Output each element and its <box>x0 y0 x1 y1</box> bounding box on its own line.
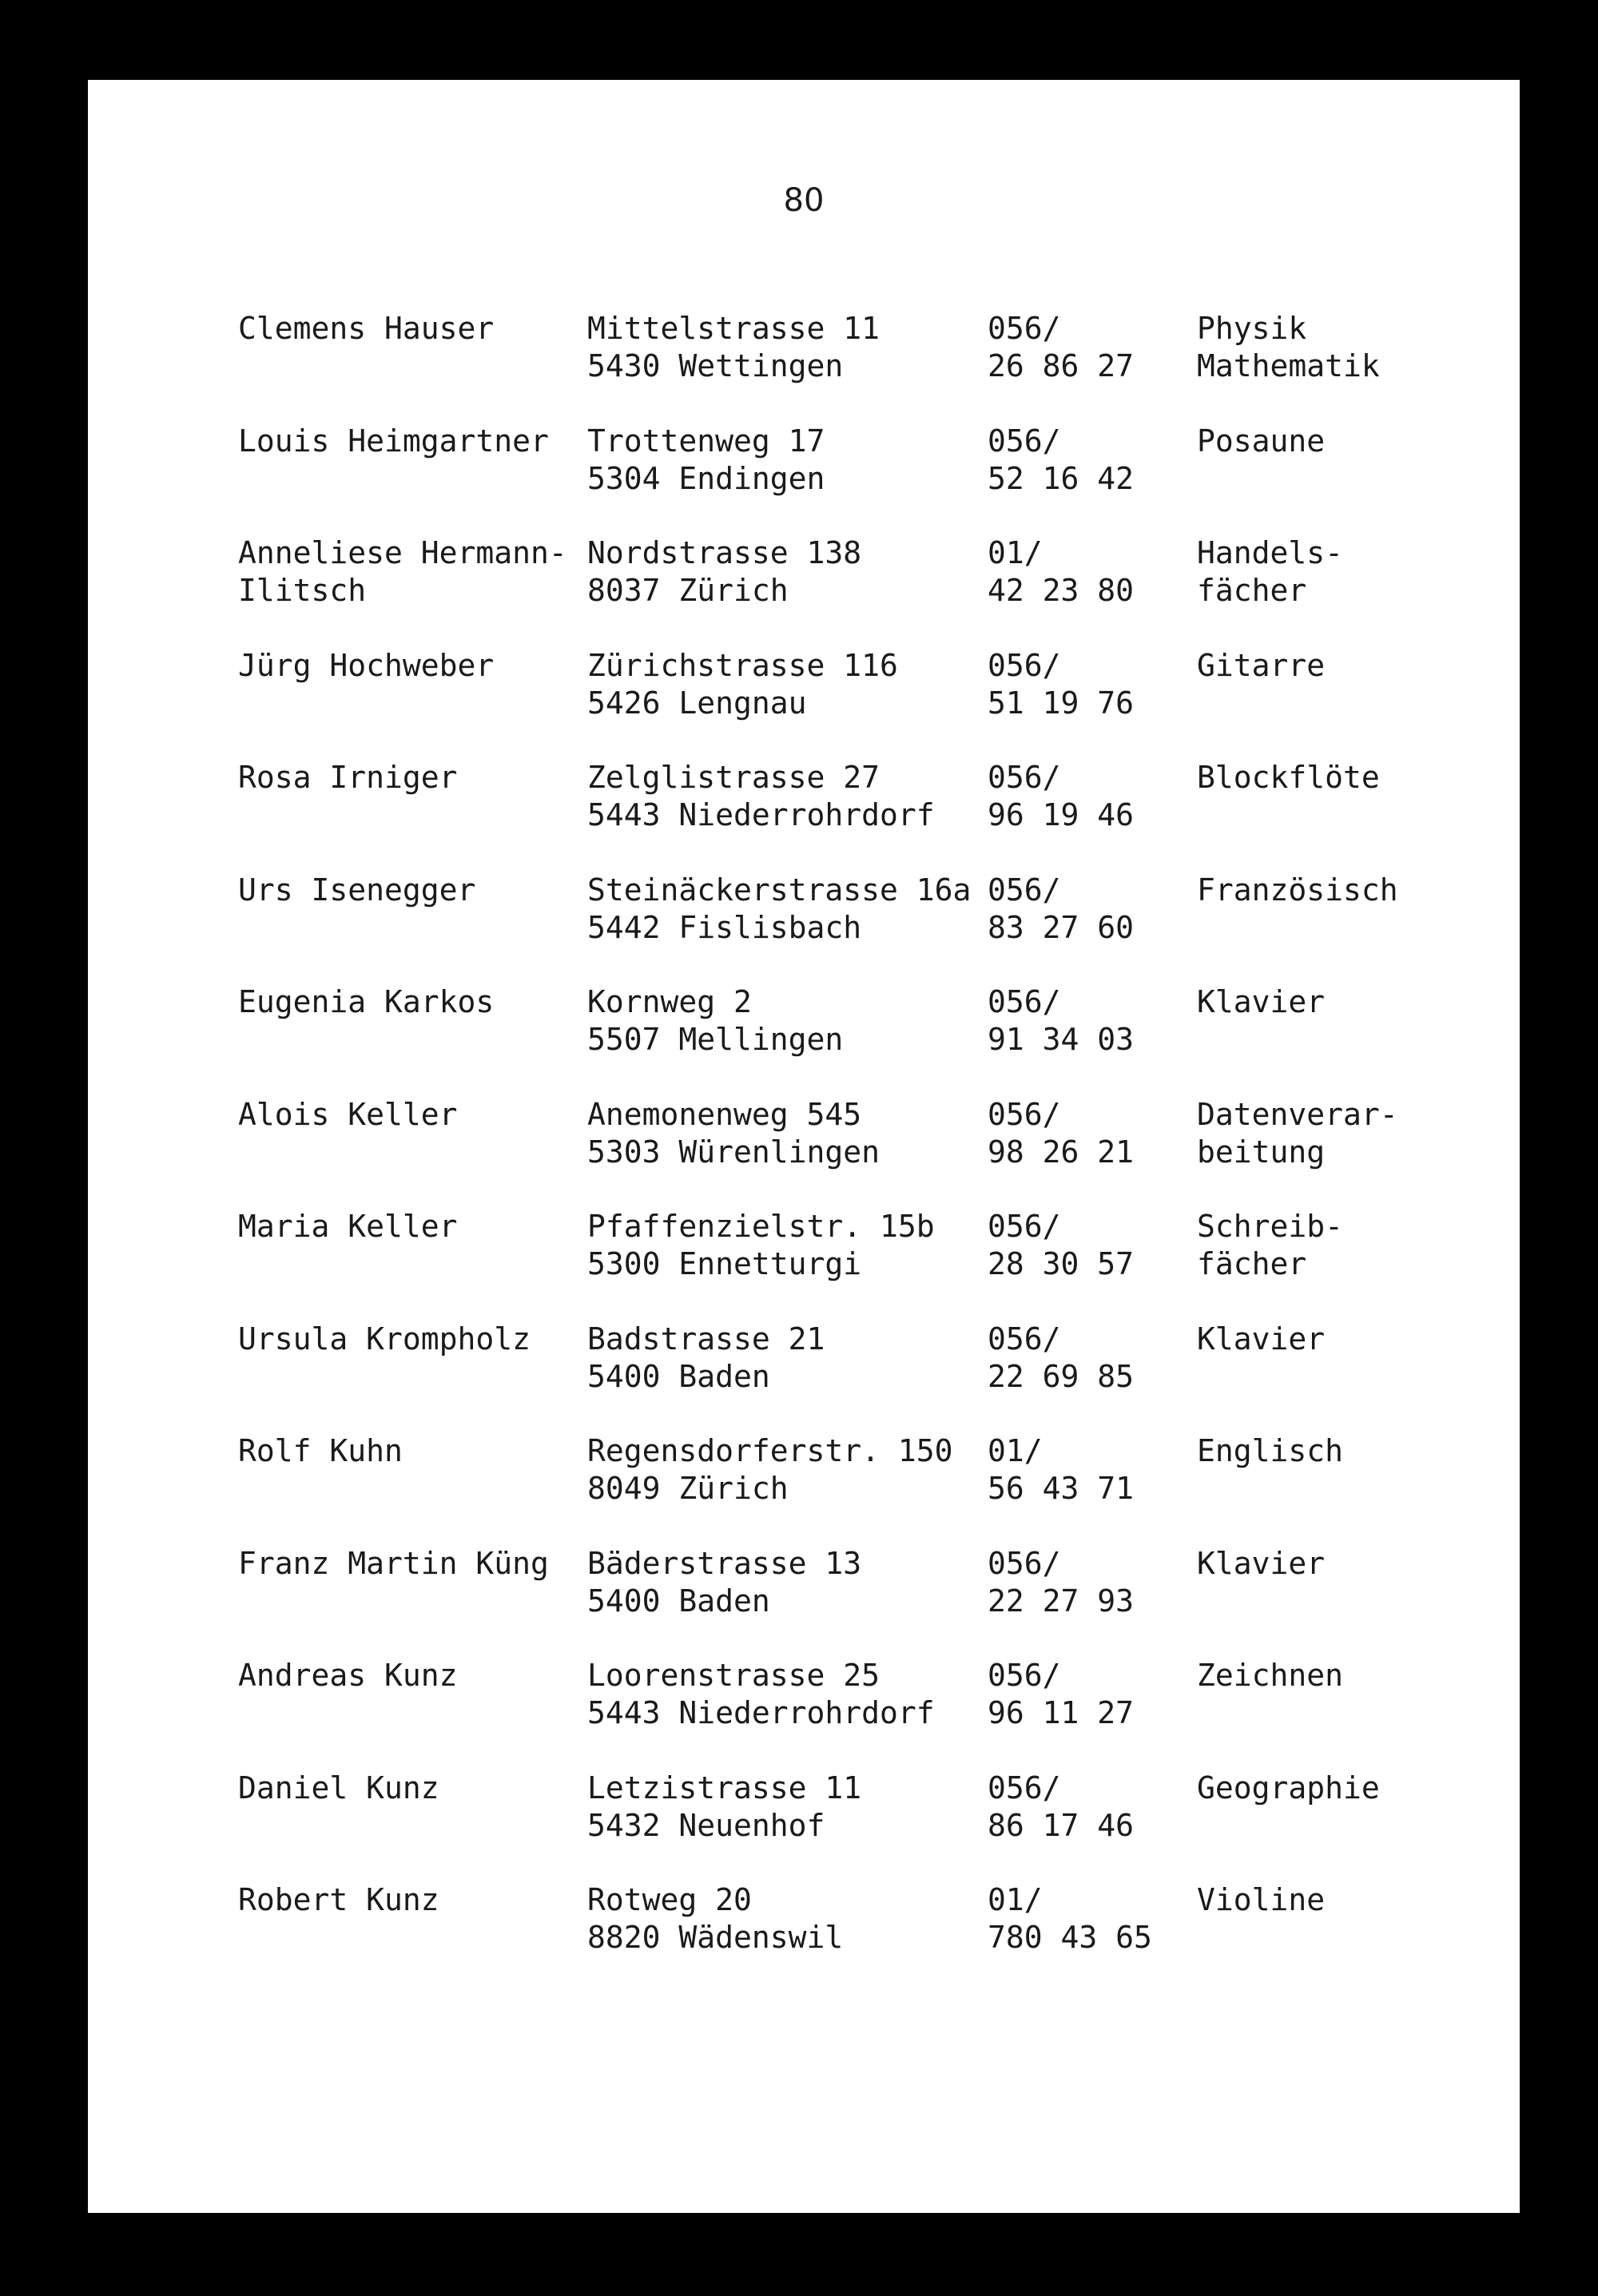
entry-address-line: 5507 Mellingen <box>587 1022 844 1057</box>
entry-phone-line: 056/ <box>988 311 1061 346</box>
entry-subject-line: Französisch <box>1197 872 1398 908</box>
entry-phone-line: 98 26 21 <box>988 1134 1135 1170</box>
entry-phone-line: 056/ <box>988 647 1061 683</box>
entry-subject-line: Violine <box>1197 1882 1326 1917</box>
entry-name-line: Louis Heimgartner <box>238 423 549 459</box>
entry-subject-line: beitung <box>1197 1134 1326 1170</box>
entry-address-line: 8820 Wädenswil <box>587 1920 844 1955</box>
entry-address-line: 5426 Lengnau <box>587 685 807 721</box>
directory-entry <box>238 1096 1485 1209</box>
entry-subject-line: Gitarre <box>1197 647 1326 683</box>
entry-phone <box>988 1770 1195 1845</box>
entry-subject-line: fächer <box>1197 573 1307 608</box>
directory-entry <box>238 647 1485 760</box>
entry-address-line: Zürichstrasse 116 <box>587 647 898 683</box>
entry-subject <box>1197 1881 1485 1956</box>
entry-subject-line: Schreib- <box>1197 1209 1344 1244</box>
entry-phone-line: 22 69 85 <box>988 1358 1135 1394</box>
entry-subject-line: Geographie <box>1197 1770 1380 1805</box>
entry-subject-line: Klavier <box>1197 984 1326 1019</box>
entry-name <box>238 1545 582 1620</box>
entry-address <box>587 310 987 385</box>
entry-address <box>587 983 987 1059</box>
entry-name <box>238 983 582 1059</box>
entry-address <box>587 1545 987 1620</box>
entry-phone-line: 96 11 27 <box>988 1695 1135 1730</box>
entry-phone <box>988 310 1195 385</box>
entry-address <box>587 872 987 947</box>
directory-entry <box>238 423 1485 535</box>
directory-entry <box>238 872 1485 984</box>
entry-phone-line: 91 34 03 <box>988 1022 1135 1057</box>
entry-address-line: 5432 Neuenhof <box>587 1807 825 1843</box>
entry-name-line: Ursula Krompholz <box>238 1321 531 1357</box>
entry-phone <box>988 1208 1195 1283</box>
entry-name-line <box>238 1919 582 1956</box>
entry-subject <box>1197 1096 1485 1171</box>
entry-address-line: 5443 Niederrohrdorf <box>587 797 935 832</box>
entry-address-line: Nordstrasse 138 <box>587 535 862 570</box>
entry-subject <box>1197 1321 1485 1396</box>
entry-name <box>238 759 582 834</box>
entry-phone-line: 056/ <box>988 1658 1061 1693</box>
entry-phone-line: 52 16 42 <box>988 460 1135 496</box>
entry-subject <box>1197 872 1485 947</box>
entry-name <box>238 310 582 385</box>
entry-address <box>587 1321 987 1396</box>
entry-name-line <box>238 1694 582 1732</box>
entry-address <box>587 759 987 834</box>
entry-phone-line: 83 27 60 <box>988 909 1135 945</box>
directory-entry <box>238 759 1485 872</box>
entry-address-line: 5400 Baden <box>587 1583 770 1619</box>
entry-subject-line <box>1197 1694 1485 1732</box>
entry-phone <box>988 1545 1195 1620</box>
entry-address-line: Steinäckerstrasse 16a <box>587 872 972 908</box>
entry-address-line: Regensdorferstr. 150 <box>587 1433 953 1468</box>
entry-subject <box>1197 1657 1485 1732</box>
entry-phone <box>988 1321 1195 1396</box>
document-page <box>88 80 1520 2213</box>
entry-phone-line: 056/ <box>988 1209 1061 1244</box>
entry-subject <box>1197 759 1485 834</box>
entry-phone <box>988 1657 1195 1732</box>
entry-name <box>238 423 582 498</box>
entry-address-line: 5442 Fislisbach <box>587 909 862 945</box>
entry-name-line <box>238 1470 582 1507</box>
entry-phone <box>988 1432 1195 1507</box>
entry-phone-line: 01/ <box>988 1882 1043 1917</box>
entry-subject <box>1197 647 1485 722</box>
entry-subject-line: Klavier <box>1197 1321 1326 1357</box>
entry-subject <box>1197 1770 1485 1845</box>
entry-subject-line <box>1197 1583 1485 1620</box>
entry-name <box>238 1770 582 1845</box>
entry-subject-line: Blockflöte <box>1197 760 1380 795</box>
entry-phone-line: 056/ <box>988 1770 1061 1805</box>
entry-name-line <box>238 909 582 947</box>
entry-subject-line <box>1197 796 1485 834</box>
entry-subject-line: Mathematik <box>1197 348 1380 383</box>
entry-subject-line: Datenverar- <box>1197 1096 1398 1132</box>
entry-subject-line: Handels- <box>1197 535 1344 570</box>
entry-subject-line <box>1197 1470 1485 1507</box>
entry-name-line: Clemens Hauser <box>238 311 495 346</box>
entry-subject <box>1197 534 1485 610</box>
entry-address-line: Bäderstrasse 13 <box>587 1545 862 1581</box>
entry-phone-line: 780 43 65 <box>988 1920 1152 1955</box>
entry-subject-line <box>1197 1021 1485 1059</box>
entry-phone <box>988 1881 1195 1956</box>
entry-address-line: Loorenstrasse 25 <box>587 1658 880 1693</box>
entry-subject-line <box>1197 1358 1485 1396</box>
entry-address-line: 5443 Niederrohrdorf <box>587 1695 935 1730</box>
entry-phone-line: 056/ <box>988 423 1061 459</box>
directory-entry <box>238 1321 1485 1433</box>
entry-phone-line: 22 27 93 <box>988 1583 1135 1619</box>
entry-address <box>587 423 987 498</box>
page-number: 80 <box>783 182 825 219</box>
entry-phone-line: 056/ <box>988 760 1061 795</box>
entry-name-line <box>238 1134 582 1171</box>
entry-address <box>587 1096 987 1171</box>
entry-name-line: Rolf Kuhn <box>238 1433 403 1468</box>
entry-subject <box>1197 983 1485 1059</box>
entry-address-line: Zelglistrasse 27 <box>587 760 880 795</box>
entry-subject <box>1197 1432 1485 1507</box>
entry-subject-line: Posaune <box>1197 423 1326 459</box>
entry-address <box>587 1657 987 1732</box>
entry-name-line <box>238 1021 582 1059</box>
entry-phone <box>988 983 1195 1059</box>
directory-entry <box>238 534 1485 647</box>
entry-name <box>238 1432 582 1507</box>
entry-name <box>238 872 582 947</box>
directory-entry <box>238 983 1485 1096</box>
directory-entry <box>238 1432 1485 1545</box>
entry-address-line: 5300 Ennetturgi <box>587 1246 862 1281</box>
entry-name <box>238 1657 582 1732</box>
entry-subject-line <box>1197 909 1485 947</box>
entry-address-line: 5400 Baden <box>587 1358 770 1394</box>
entry-subject-line <box>1197 1919 1485 1956</box>
entry-address-line: Kornweg 2 <box>587 984 752 1019</box>
entry-address-line: Letzistrasse 11 <box>587 1770 862 1805</box>
entry-address <box>587 1881 987 1956</box>
directory-entry <box>238 1208 1485 1321</box>
entry-phone-line: 01/ <box>988 535 1043 570</box>
entry-name-line <box>238 685 582 722</box>
entry-address <box>587 534 987 610</box>
entry-phone <box>988 534 1195 610</box>
entry-subject-line <box>1197 685 1485 722</box>
entry-address-line: Mittelstrasse 11 <box>587 311 880 346</box>
entry-phone-line: 056/ <box>988 1321 1061 1357</box>
entry-address-line: 5303 Würenlingen <box>587 1134 880 1170</box>
entry-name-line <box>238 348 582 385</box>
entry-name-line: Daniel Kunz <box>238 1770 439 1805</box>
entry-name-line: Franz Martin Küng <box>238 1545 549 1581</box>
entry-address-line: Badstrasse 21 <box>587 1321 825 1357</box>
entry-phone-line: 56 43 71 <box>988 1471 1135 1506</box>
entry-name-line <box>238 1583 582 1620</box>
entry-address-line: Pfaffenzielstr. 15b <box>587 1209 935 1244</box>
entry-phone-line: 42 23 80 <box>988 573 1135 608</box>
entry-name-line <box>238 460 582 498</box>
entry-address-line: Anemonenweg 545 <box>587 1096 862 1132</box>
directory-entry <box>238 310 1485 423</box>
entry-phone-line: 056/ <box>988 1545 1061 1581</box>
entry-phone <box>988 872 1195 947</box>
entry-subject <box>1197 1545 1485 1620</box>
entry-phone-line: 51 19 76 <box>988 685 1135 721</box>
entry-address-line: 8037 Zürich <box>587 573 789 608</box>
directory-entry <box>238 1770 1485 1882</box>
entry-phone-line: 28 30 57 <box>988 1246 1135 1281</box>
entry-address-line: Trottenweg 17 <box>587 423 825 459</box>
entry-subject <box>1197 423 1485 498</box>
entry-name-line <box>238 1358 582 1396</box>
entry-phone <box>988 759 1195 834</box>
entry-phone <box>988 423 1195 498</box>
entry-subject-line: Physik <box>1197 311 1307 346</box>
entry-name-line: Andreas Kunz <box>238 1658 458 1693</box>
entry-phone-line: 01/ <box>988 1433 1043 1468</box>
entry-name-line: Ilitsch <box>238 573 367 608</box>
entry-name <box>238 1208 582 1283</box>
entry-name <box>238 1881 582 1956</box>
entry-subject-line <box>1197 460 1485 498</box>
entry-name-line: Eugenia Karkos <box>238 984 495 1019</box>
entry-subject-line <box>1197 1807 1485 1845</box>
entry-phone-line: 96 19 46 <box>988 797 1135 832</box>
entry-address <box>587 1770 987 1845</box>
entry-address-line: 8049 Zürich <box>587 1471 789 1506</box>
entry-phone-line: 86 17 46 <box>988 1807 1135 1843</box>
directory-entry <box>238 1881 1485 1994</box>
entry-subject-line: Klavier <box>1197 1545 1326 1581</box>
entry-subject <box>1197 1208 1485 1283</box>
entry-name <box>238 647 582 722</box>
entry-name-line: Anneliese Hermann- <box>238 535 567 570</box>
entry-name-line <box>238 1807 582 1845</box>
entry-phone-line: 056/ <box>988 984 1061 1019</box>
entry-name <box>238 1096 582 1171</box>
entry-name <box>238 1321 582 1396</box>
directory-entry <box>238 1657 1485 1770</box>
entry-name-line <box>238 1245 582 1283</box>
entry-phone-line: 26 86 27 <box>988 348 1135 383</box>
directory-entry <box>238 1545 1485 1658</box>
entry-address-line: Rotweg 20 <box>587 1882 752 1917</box>
entry-address <box>587 1208 987 1283</box>
entry-phone <box>988 647 1195 722</box>
entry-phone-line: 056/ <box>988 872 1061 908</box>
entry-address <box>587 1432 987 1507</box>
entry-subject-line: Zeichnen <box>1197 1658 1344 1693</box>
entry-name-line: Maria Keller <box>238 1209 458 1244</box>
entry-name <box>238 534 582 610</box>
entry-name-line: Urs Isenegger <box>238 872 476 908</box>
entry-name-line <box>238 796 582 834</box>
entry-subject <box>1197 310 1485 385</box>
entry-name-line: Alois Keller <box>238 1096 458 1132</box>
entry-phone-line: 056/ <box>988 1096 1061 1132</box>
directory-list <box>238 310 1485 1994</box>
entry-address <box>587 647 987 722</box>
entry-name-line: Robert Kunz <box>238 1882 439 1917</box>
entry-address-line: 5304 Endingen <box>587 460 825 496</box>
entry-address-line: 5430 Wettingen <box>587 348 844 383</box>
entry-phone <box>988 1096 1195 1171</box>
entry-subject-line: Englisch <box>1197 1433 1344 1468</box>
entry-name-line: Jürg Hochweber <box>238 647 495 683</box>
entry-name-line: Rosa Irniger <box>238 760 458 795</box>
entry-subject-line: fächer <box>1197 1246 1307 1281</box>
